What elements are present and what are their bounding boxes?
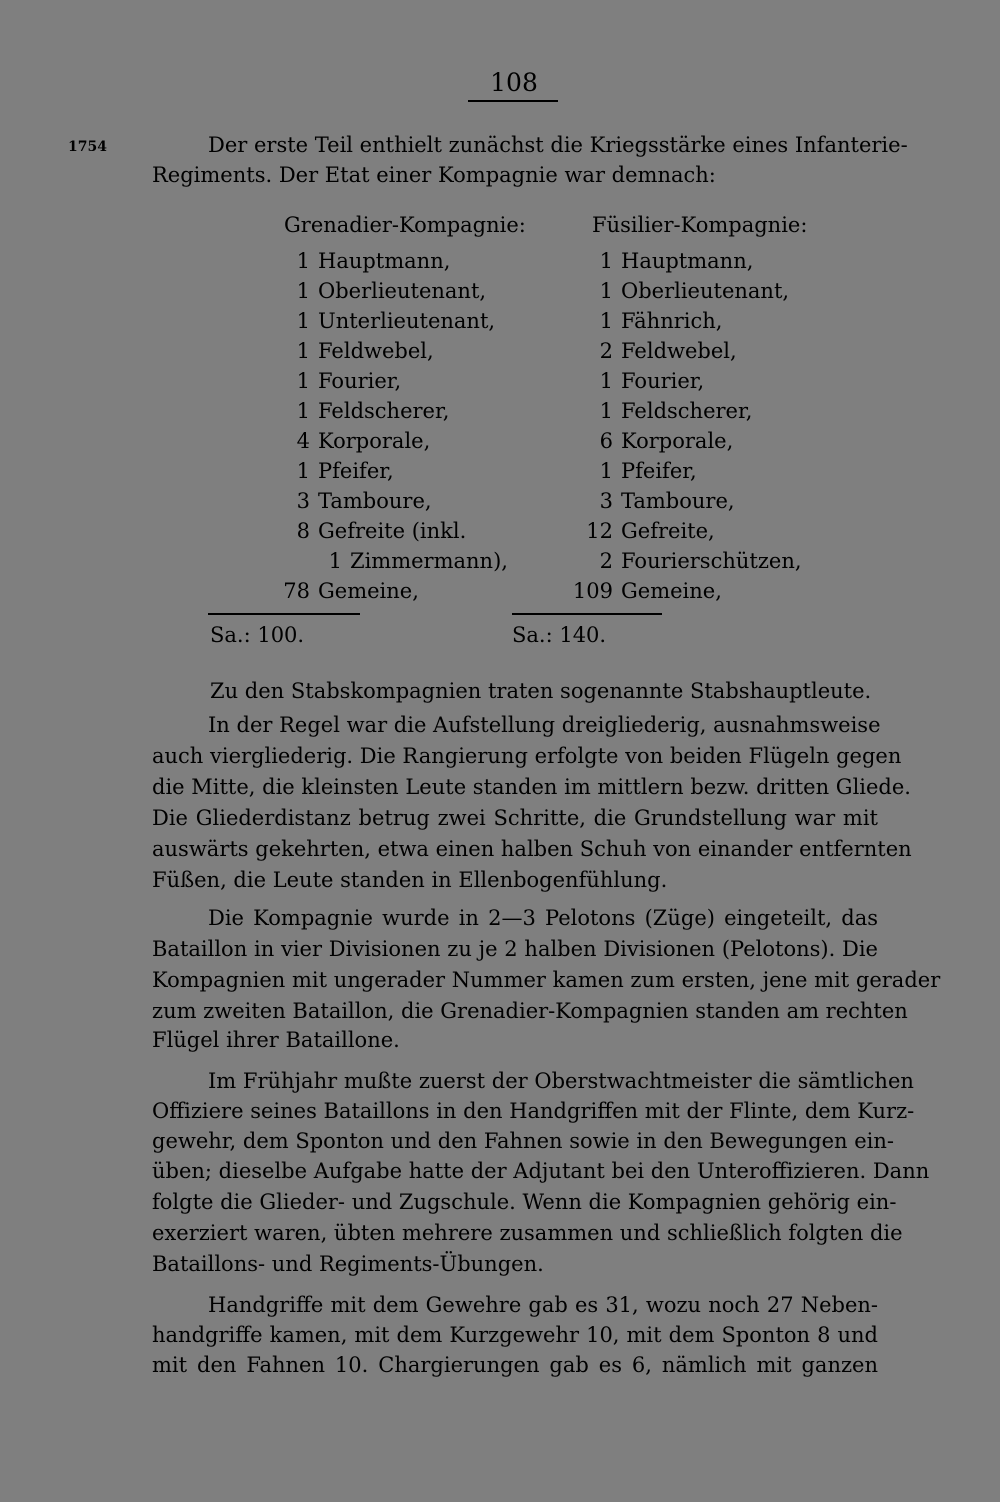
fusilier-row: 1 Hauptmann,	[599, 249, 754, 273]
paragraph-4-line: exerziert waren, übten mehrere zusammen und schließlich folgten die	[152, 1221, 903, 1245]
grenadier-row: 4 Korporale,	[296, 429, 431, 453]
fusilier-row: 109 Gemeine,	[572, 579, 722, 603]
fusilier-sum-rule	[512, 613, 662, 615]
grenadier-row: 1 Oberlieutenant,	[296, 279, 487, 303]
paragraph-4-line: gewehr, dem Sponton und den Fahnen sowie in den Bewegungen ein-	[152, 1129, 894, 1153]
fusilier-row: 1 Fourier,	[599, 369, 705, 393]
grenadier-row: 1 Unterlieutenant,	[296, 309, 496, 333]
paragraph-2-line: auswärts gekehrten, etwa einen halben Schuh von einander entfernten	[152, 837, 912, 861]
paragraph-3-line: Bataillon in vier Divisionen zu je 2 halben Divisionen (Pelotons). Die	[152, 937, 878, 961]
paragraph-1-line: Zu den Stabskompagnien traten sogenannte Stabshauptleute.	[210, 679, 872, 703]
grenadier-row: 1 Feldwebel,	[296, 339, 434, 363]
fusilier-row: 1 Oberlieutenant,	[599, 279, 790, 303]
intro-line-1: Der erste Teil enthielt zunächst die Kriegsstärke eines Infanterie-	[208, 133, 908, 157]
grenadier-row: 3 Tamboure,	[296, 489, 432, 513]
fusilier-row: 1 Feldscherer,	[599, 399, 753, 423]
fusilier-row: 1 Fähnrich,	[599, 309, 723, 333]
fusilier-row: 1 Pfeifer,	[599, 459, 697, 483]
grenadier-sum: Sa.: 100.	[210, 623, 305, 647]
paragraph-4-line: Im Frühjahr mußte zuerst der Oberstwachtmeister die sämtlichen	[208, 1069, 914, 1093]
fusilier-row: 2 Fourierschützen,	[599, 549, 802, 573]
paragraph-2-line: die Mitte, die kleinsten Leute standen im mittlern bezw. dritten Gliede.	[152, 775, 911, 799]
page-number-rule	[468, 100, 558, 102]
fusilier-row: 2 Feldwebel,	[599, 339, 737, 363]
paragraph-4-line: Offiziere seines Bataillons in den Handgriffen mit der Flinte, dem Kurz-	[152, 1099, 915, 1123]
grenadier-row: 1 Zimmermann),	[328, 549, 508, 573]
paragraph-2-line: Füßen, die Leute standen in Ellenbogenfühlung.	[152, 868, 668, 892]
paragraph-4-line: folgte die Glieder- und Zugschule. Wenn die Kompagnien gehörig ein-	[152, 1190, 897, 1214]
grenadier-row: 1 Feldscherer,	[296, 399, 450, 423]
fusilier-heading: Füsilier-Kompagnie:	[592, 213, 808, 237]
fusilier-sum: Sa.: 140.	[512, 623, 607, 647]
paragraph-5-line: Handgriffe mit dem Gewehre gab es 31, wozu noch 27 Neben-	[208, 1293, 878, 1317]
grenadier-row: 1 Fourier,	[296, 369, 402, 393]
grenadier-row: 1 Hauptmann,	[296, 249, 451, 273]
grenadier-row: 78 Gemeine,	[283, 579, 419, 603]
paragraph-4-line: üben; dieselbe Aufgabe hatte der Adjutant bei den Unteroffizieren. Dann	[152, 1159, 930, 1183]
fusilier-row: 3 Tamboure,	[599, 489, 735, 513]
grenadier-row: 1 Pfeifer,	[296, 459, 394, 483]
paragraph-5-line: mit den Fahnen 10. Chargierungen gab es 6, nämlich mit ganzen	[152, 1353, 878, 1377]
page-number: 108	[490, 68, 538, 97]
grenadier-heading: Grenadier-Kompagnie:	[284, 213, 526, 237]
grenadier-row: 8 Gefreite (inkl.	[296, 519, 467, 543]
paragraph-3-line: Die Kompagnie wurde in 2—3 Pelotons (Züge) eingeteilt, das	[208, 906, 878, 930]
paragraph-3-line: Kompagnien mit ungerader Nummer kamen zum ersten, jene mit gerader	[152, 968, 941, 992]
paragraph-4-line: Bataillons- und Regiments-Übungen.	[152, 1252, 544, 1276]
margin-year: 1754	[68, 139, 107, 155]
paragraph-5-line: handgriffe kamen, mit dem Kurzgewehr 10, mit dem Sponton 8 und	[152, 1323, 878, 1347]
paragraph-2-line: In der Regel war die Aufstellung dreigliederig, ausnahmsweise	[208, 713, 881, 737]
paragraph-2-line: Die Gliederdistanz betrug zwei Schritte, die Grundstellung war mit	[152, 806, 878, 830]
fusilier-row: 6 Korporale,	[599, 429, 734, 453]
paragraph-3-line: zum zweiten Bataillon, die Grenadier-Kompagnien standen am rechten	[152, 999, 908, 1023]
intro-line-2: Regiments. Der Etat einer Kompagnie war demnach:	[152, 163, 716, 187]
paragraph-2-line: auch viergliederig. Die Rangierung erfolgte von beiden Flügeln gegen	[152, 744, 902, 768]
paragraph-3-line: Flügel ihrer Bataillone.	[152, 1028, 400, 1052]
fusilier-row: 12 Gefreite,	[586, 519, 715, 543]
grenadier-sum-rule	[208, 613, 360, 615]
